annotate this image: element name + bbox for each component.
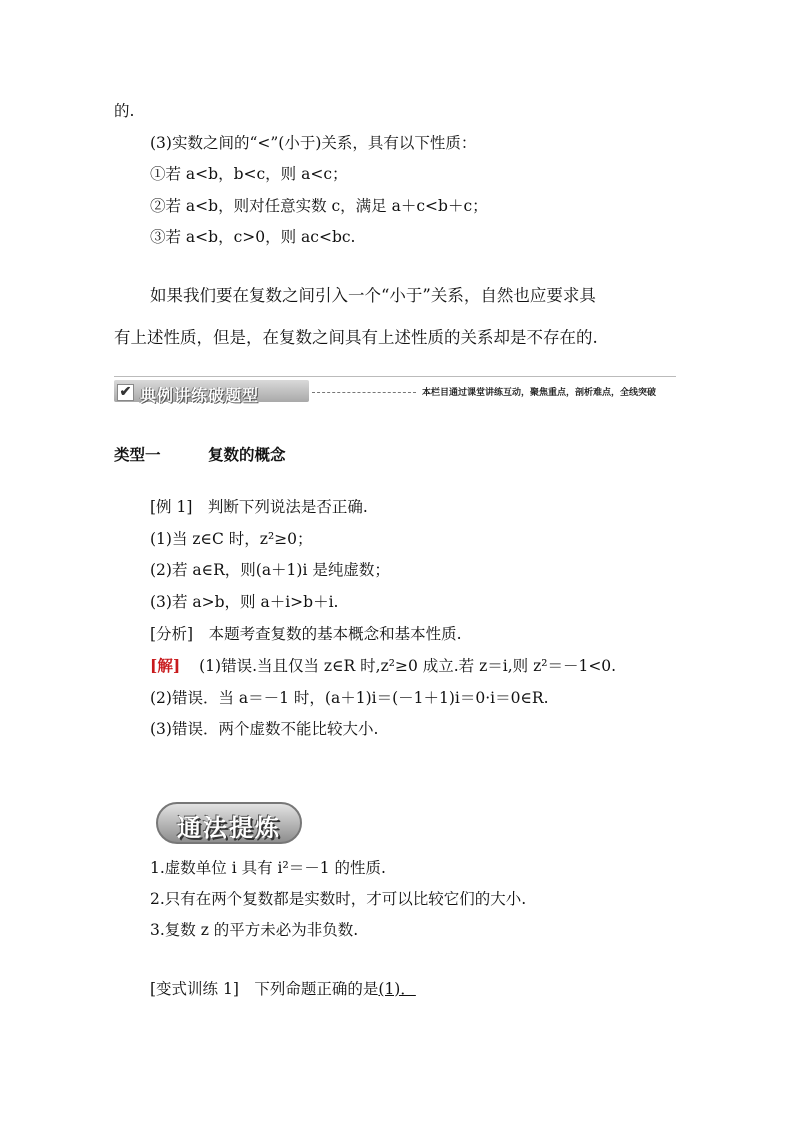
method-badge-text: 通法提炼 [177,814,281,842]
example-q2: (2)若 a∈R，则(a＋1)i 是纯虚数； [150,561,390,579]
exercise-label: [变式训练 1] 下列命题正确的是 [150,980,379,998]
check-icon: ✔ [117,384,134,401]
type-label: 类型一 [114,446,161,464]
example-q3: (3)若 a>b，则 a＋i>b＋i. [150,593,339,611]
method-point-2: 2.只有在两个复数都是实数时，才可以比较它们的大小. [150,890,527,908]
method-point-1: 1.虚数单位 i 具有 i²＝－1 的性质. [150,859,386,877]
type-title: 复数的概念 [208,446,286,464]
method-badge [156,802,302,844]
section-banner [114,378,676,406]
example-analysis: [分析] 本题考查复数的基本概念和基本性质. [150,625,462,643]
banner-title: 典例讲练破题型 [140,386,260,405]
paragraph-line-1: 如果我们要在复数之间引入一个“小于”关系，自然也应要求具 [150,286,596,305]
banner-note: 本栏目通过课堂讲练互动，聚焦重点，剖析难点，全线突破 [422,388,657,398]
banner-dashed-line [312,392,416,393]
example-solution-line-2: (2)错误．当 a＝－1 时，(a＋1)i＝(－1＋1)i＝0·i＝0∈R. [150,689,549,707]
paragraph-line-2: 有上述性质，但是，在复数之间具有上述性质的关系却是不存在的. [114,328,598,347]
intro-line-3: ②若 a<b，则对任意实数 c，满足 a＋c<b＋c； [150,197,488,215]
example-solution-line-3: (3)错误．两个虚数不能比较大小. [150,720,379,738]
banner-block [114,380,309,405]
solution-text-1: (1)错误.当且仅当 z∈R 时,z²≥0 成立.若 z＝i,则 z²＝－1<0. [199,657,617,675]
exercise-line [150,977,416,999]
intro-line-1: (3)实数之间的“<”(小于)关系，具有以下性质： [150,134,477,152]
example-q1: (1)当 z∈C 时，z²≥0； [150,530,313,548]
solution-label: [解] [150,656,181,675]
intro-line-4: ③若 a<b，c>0，则 ac<bc. [150,228,356,246]
banner-rule [114,376,676,377]
method-point-3: 3.复数 z 的平方未必为非负数. [150,921,359,939]
exercise-answer: (1)． [378,980,416,998]
intro-line-0: 的. [114,102,135,120]
example-header: [例 1] 判断下列说法是否正确. [150,498,368,516]
example-solution-line-1 [150,654,616,676]
intro-line-2: ①若 a<b，b<c，则 a<c； [150,165,348,183]
